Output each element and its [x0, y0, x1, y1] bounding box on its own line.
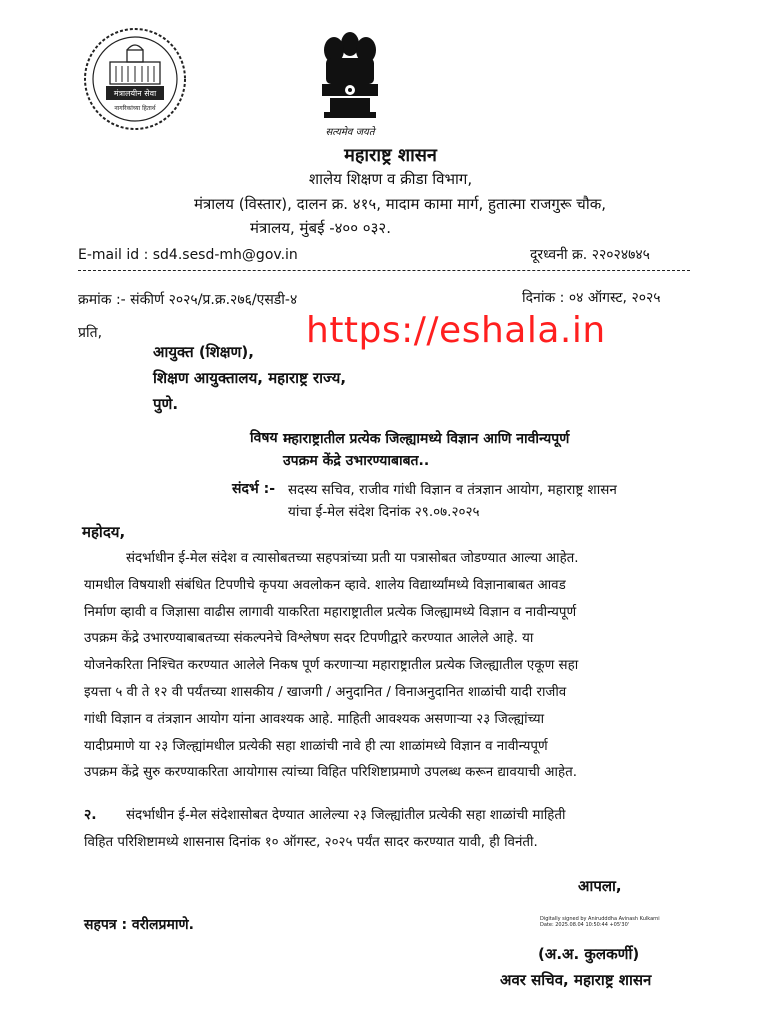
header-divider: [78, 270, 690, 271]
emblem-motto: सत्यमेव जयते: [325, 127, 375, 138]
paragraph-line: यामधील विषयाशी संबंधित टिपणीचे कृपया अवलोकन व्हावे. शालेय विद्यार्थ्यांमध्ये विज्ञानाबाबत आवड: [84, 577, 566, 593]
digital-signature-line2: Date: 2025.08.04 10:50:44 +05'30': [540, 922, 630, 928]
salutation: महोदय,: [82, 523, 126, 541]
office-address-line1: मंत्रालय (विस्तार), दालन क्र. ४१५, मादाम कामा मार्ग, हुतात्मा राजगुरू चौक,: [193, 195, 606, 213]
paragraph-line: संदर्भाधीन ई-मेल संदेश व त्यासोबतच्या सहपत्रांच्या प्रती या पत्रासोबत जोडण्यात आल्या आहेत.: [126, 551, 579, 566]
paragraph-2-number: २.: [84, 807, 97, 823]
paragraph-line: उपक्रम केंद्रे उभारण्याबाबतच्या संकल्पनेचे विश्लेषण सदर टिपणीद्वारे करण्यात आलेले आहे. या: [84, 631, 534, 647]
enclosure-note: सहपत्र : वरीलप्रमाणे.: [84, 917, 194, 933]
building-seal-icon: [80, 24, 190, 134]
subject-line1: महाराष्ट्रातील प्रत्येक जिल्ह्यामध्ये विज्ञान आणि नावीन्यपूर्ण: [283, 431, 570, 447]
recipient-line1: आयुक्त (शिक्षण),: [153, 343, 254, 361]
paragraph-line: योजनेकरिता निश्चित करण्यात आलेले निकष पूर्ण करणाऱ्या महाराष्ट्रातील प्रत्येक जिल्ह्यातील एकूण सहा: [84, 658, 579, 674]
digital-signature-line1: Digitally signed by Anirudddha Avinash Kulkarni: [540, 916, 660, 922]
letter-date: दिनांक : ०४ ऑगस्ट, २०२५: [522, 290, 661, 306]
closing: आपला,: [578, 877, 622, 895]
national-emblem-icon: [310, 28, 390, 124]
subject-text: [283, 428, 703, 472]
email-id: E-mail id : sd4.sesd-mh@gov.in: [78, 247, 298, 263]
recipient-to: प्रति,: [78, 325, 103, 341]
reference-number: क्रमांक :- संकीर्ण २०२५/प्र.क्र.२७६/एसडी-४: [78, 292, 298, 308]
paragraph-line: विहित परिशिष्टामध्ये शासनास दिनांक १० ऑगस्ट, २०२५ पर्यंत सादर करण्यात यावी, ही विनंती.: [84, 834, 538, 850]
recipient-line3: पुणे.: [153, 395, 179, 413]
paragraph-line: इयत्ता ५ वी ते १२ वी पर्यंतच्या शासकीय / खाजगी / अनुदानित / विनाअनुदानित शाळांची यादी राजीव: [84, 684, 567, 700]
national-emblem: [310, 28, 390, 132]
paragraph-line: यादीप्रमाणे या २३ जिल्ह्यांमधील प्रत्येकी सहा शाळांची नावे ही त्या शाळांमध्ये विज्ञान व नावीन्यपूर्ण: [84, 738, 548, 754]
citation-line1: सदस्य सचिव, राजीव गांधी विज्ञान व तंत्रज्ञान आयोग, महाराष्ट्र शासन: [288, 482, 617, 498]
paragraph-line: संदर्भाधीन ई-मेल संदेशासोबत देण्यात आलेल्या २३ जिल्ह्यांतील प्रत्येकी सहा शाळांची माहिती: [126, 808, 566, 823]
ministry-seal: [80, 24, 190, 134]
paragraph-line: उपक्रम केंद्रे सुरु करण्याकरिता आयोगास त्यांच्या विहित परिशिष्टाप्रमाणे उपलब्ध करून द्यावयाची आहेत.: [84, 765, 577, 781]
seal-top-text: मंत्रालयीन सेवा: [113, 89, 157, 98]
recipient-line2: शिक्षण आयुक्तालय, महाराष्ट्र राज्य,: [153, 369, 347, 387]
paragraph-line: निर्माण व्हावी व जिज्ञासा वाढीस लागावी याकरिता महाराष्ट्रातील प्रत्येक जिल्ह्यामध्ये विज्ञान व नावीन्यपूर्ण: [84, 604, 577, 620]
department-name: शालेय शिक्षण व क्रीडा विभाग,: [308, 170, 473, 188]
government-name: महाराष्ट्र शासन: [344, 145, 437, 166]
subject-line2: उपक्रम केंद्रे उभारण्याबाबत..: [283, 453, 430, 469]
signer-name: (अ.अ. कुलकर्णी): [538, 945, 640, 963]
paragraph-line: गांधी विज्ञान व तंत्रज्ञान आयोग यांना आवश्यक आहे. माहिती आवश्यक असणाऱ्या २३ जिल्ह्यांच्या: [84, 711, 545, 727]
body-paragraph-1: [84, 546, 696, 787]
signer-designation: अवर सचिव, महाराष्ट्र शासन: [500, 971, 652, 989]
watermark-url: https://eshala.in: [306, 310, 606, 351]
digital-signature: [540, 916, 660, 928]
citation-line2: यांचा ई-मेल संदेश दिनांक २९.०७.२०२५: [288, 504, 480, 520]
body-paragraph-2: [84, 803, 696, 857]
phone-number: दूरध्वनी क्र. २२०२४७४५: [530, 247, 650, 263]
citation-label: संदर्भ :-: [232, 481, 276, 497]
seal-bottom-text: नागरिकांच्या हितार्थ: [114, 105, 156, 112]
office-address-line2: मंत्रालय, मुंबई -४०० ०३२.: [250, 219, 391, 237]
citation-text: [288, 479, 708, 523]
subject-label: विषय :-: [250, 430, 294, 446]
